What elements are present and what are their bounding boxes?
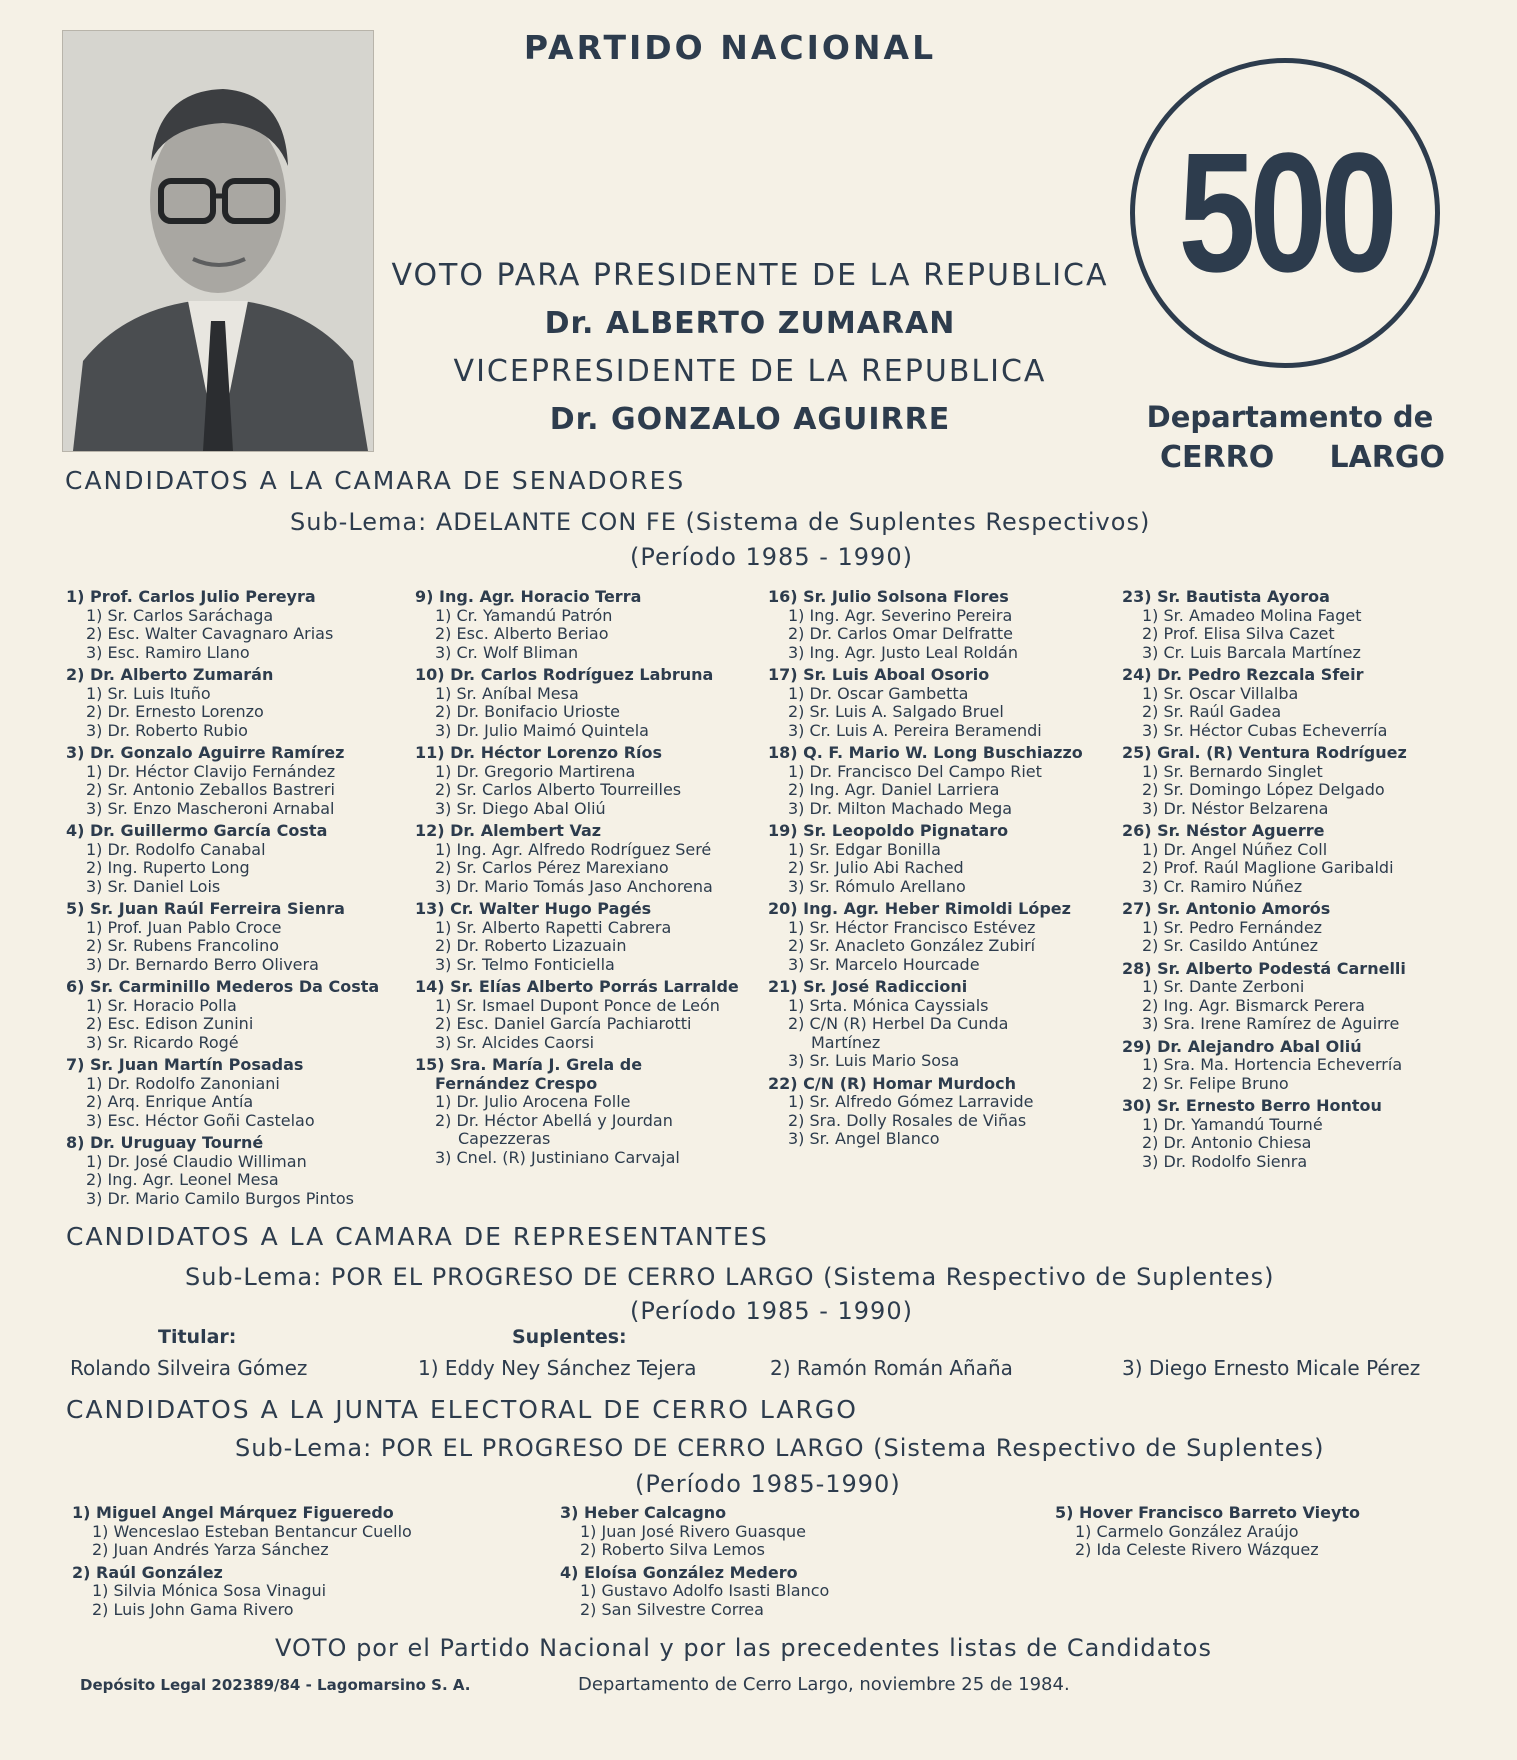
suplente-1: 1) Eddy Ney Sánchez Tejera <box>418 1356 697 1380</box>
candidate-group <box>768 822 1083 896</box>
candidate-group <box>1122 1097 1407 1171</box>
candidate-main: 16) Sr. Julio Solsona Flores <box>768 587 1009 606</box>
substitute-candidate: 1) Sr. Bernardo Singlet <box>1142 761 1323 781</box>
substitute-candidate: 3) Dr. Mario Tomás Jaso Anchorena <box>435 876 713 896</box>
titular-label: Titular: <box>158 1326 237 1348</box>
candidate-main-continued: Fernández Crespo <box>435 1073 598 1093</box>
substitute-candidate: 2) Ing. Agr. Bismarck Perera <box>1142 995 1365 1015</box>
footer-vote-text: VOTO por el Partido Nacional y por las precedentes listas de Candidatos <box>275 1634 1212 1662</box>
substitute-candidate: 3) Sr. Daniel Lois <box>86 876 221 896</box>
senate-section-title: CANDIDATOS A LA CAMARA DE SENADORES <box>65 466 686 495</box>
substitute-candidate: 1) Sr. Ismael Dupont Ponce de León <box>435 995 720 1015</box>
candidate-main: 26) Sr. Néstor Aguerre <box>1122 821 1325 840</box>
substitute-candidate: 2) C/N (R) Herbel Da Cunda <box>788 1014 1009 1033</box>
legal-deposit: Depósito Legal 202389/84 - Lagomarsino S. A. <box>80 1676 471 1694</box>
candidate-main: 25) Gral. (R) Ventura Rodríguez <box>1122 743 1407 762</box>
substitute-candidate: 3) Sr. Héctor Cubas Echeverría <box>1142 720 1388 740</box>
candidate-group <box>768 900 1083 974</box>
substitute-candidate: 1) Sr. Aníbal Mesa <box>435 683 579 703</box>
candidate-group <box>768 588 1083 662</box>
substitute-candidate: 1) Dr. Oscar Gambetta <box>788 683 969 703</box>
substitute-candidate: 3) Sr. Marcelo Hourcade <box>788 954 980 974</box>
senate-column-3 <box>768 588 1083 1153</box>
substitute-candidate: 2) Sr. Domingo López Delgado <box>1142 780 1385 799</box>
candidate-group <box>768 666 1083 740</box>
substitute-candidate: 2) Dr. Bonifacio Urioste <box>435 702 620 721</box>
junta-column-1 <box>72 1504 412 1623</box>
candidate-group <box>66 822 379 896</box>
junta-section-title: CANDIDATOS A LA JUNTA ELECTORAL DE CERRO LARGO <box>66 1395 858 1424</box>
substitute-candidate: 1) Dr. Héctor Clavijo Fernández <box>86 761 336 781</box>
candidate-group <box>768 978 1083 1071</box>
candidate-main: 2) Dr. Alberto Zumarán <box>66 665 274 684</box>
substitute-candidate: 1) Dr. Rodolfo Canabal <box>86 839 266 859</box>
candidate-group <box>415 588 739 662</box>
candidate-main: 24) Dr. Pedro Rezcala Sfeir <box>1122 665 1364 684</box>
party-name: PARTIDO NACIONAL <box>523 28 937 67</box>
junta-sublema: Sub-Lema: POR EL PROGRESO DE CERRO LARGO (Sistema Respectivo de Suplentes) <box>235 1434 1325 1462</box>
candidate-group <box>72 1504 412 1560</box>
senate-period: (Período 1985 - 1990) <box>630 543 913 571</box>
substitute-candidate: 2) Prof. Elisa Silva Cazet <box>1142 624 1335 643</box>
substitute-candidate: 1) Dr. Gregorio Martirena <box>435 761 636 781</box>
substitute-candidate: 2) Sr. Rubens Francolino <box>86 936 280 955</box>
substitute-candidate: 2) Luis John Gama Rivero <box>92 1599 294 1619</box>
candidate-group <box>1122 588 1407 662</box>
candidate-main: 13) Cr. Walter Hugo Pagés <box>415 899 652 918</box>
substitute-candidate: 2) San Silvestre Correa <box>580 1599 764 1619</box>
substitute-candidate: 1) Sr. Oscar Villalba <box>1142 683 1299 703</box>
substitute-candidate: 1) Sr. Pedro Fernández <box>1142 917 1323 937</box>
suplente-3: 3) Diego Ernesto Micale Pérez <box>1122 1356 1421 1380</box>
candidate-main: 12) Dr. Alembert Vaz <box>415 821 602 840</box>
substitute-candidate: 3) Dr. Mario Camilo Burgos Pintos <box>86 1188 355 1208</box>
substitute-candidate: 1) Juan José Rivero Guasque <box>580 1521 806 1541</box>
candidate-group <box>768 744 1083 818</box>
substitute-candidate: 2) Sr. Anacleto González Zubirí <box>788 936 1036 955</box>
candidate-main: 21) Sr. José Radiccioni <box>768 977 968 996</box>
candidate-group <box>66 588 379 662</box>
candidate-main: 23) Sr. Bautista Ayoroa <box>1122 587 1330 606</box>
substitute-candidate: 3) Dr. Bernardo Berro Olivera <box>86 954 319 974</box>
portrait-image <box>63 31 373 451</box>
substitute-candidate: 2) Sr. Luis A. Salgado Bruel <box>788 702 1004 721</box>
substitute-candidate: 3) Dr. Néstor Belzarena <box>1142 798 1329 818</box>
substitute-candidate: 3) Esc. Héctor Goñi Castelao <box>86 1110 315 1130</box>
substitute-candidate: Martínez <box>811 1032 881 1052</box>
department-name-part2: LARGO <box>1329 440 1445 475</box>
candidate-group <box>415 744 739 818</box>
substitute-candidate: 3) Cr. Luis A. Pereira Beramendi <box>788 720 1042 740</box>
candidate-group <box>768 1075 1083 1149</box>
candidate-group <box>66 1056 379 1130</box>
substitute-candidate: 1) Sr. Alberto Rapetti Cabrera <box>435 917 672 937</box>
substitute-candidate: 3) Dr. Milton Machado Mega <box>788 798 1013 818</box>
senate-column-2 <box>415 588 739 1171</box>
substitute-candidate: 1) Dr. Francisco Del Campo Riet <box>788 761 1042 781</box>
substitute-candidate: 3) Dr. Julio Maimó Quintela <box>435 720 649 740</box>
substitute-candidate: 1) Ing. Agr. Severino Pereira <box>788 605 1013 625</box>
substitute-candidate: 3) Cr. Ramiro Núñez <box>1142 876 1303 896</box>
substitute-candidate: 3) Sr. Rómulo Arellano <box>788 876 966 896</box>
substitute-candidate: 2) Sra. Dolly Rosales de Viñas <box>788 1110 1027 1130</box>
substitute-candidate: 3) Sr. Diego Abal Oliú <box>435 798 606 818</box>
candidate-main: 4) Dr. Guillermo García Costa <box>66 821 328 840</box>
candidate-group <box>1122 666 1407 740</box>
candidate-group <box>1122 900 1407 956</box>
junta-column-2 <box>560 1504 829 1623</box>
substitute-candidate: 1) Gustavo Adolfo Isasti Blanco <box>580 1581 830 1600</box>
candidate-group <box>66 744 379 818</box>
department-name-part1: CERRO <box>1160 440 1275 475</box>
substitute-candidate: 3) Dr. Roberto Rubio <box>86 720 248 740</box>
substitute-candidate: 2) Sr. Julio Abi Rached <box>788 858 964 877</box>
substitute-candidate: 1) Sr. Héctor Francisco Estévez <box>788 917 1036 937</box>
candidate-group <box>415 1056 739 1167</box>
candidate-main: 6) Sr. Carminillo Mederos Da Costa <box>66 977 380 996</box>
substitute-candidate: 1) Dr. Julio Arocena Folle <box>435 1092 631 1111</box>
substitute-candidate: 1) Cr. Yamandú Patrón <box>435 605 613 625</box>
vice-president-vote-label: VICEPRESIDENTE DE LA REPUBLICA <box>453 354 1047 389</box>
candidate-group <box>66 666 379 740</box>
substitute-candidate: 2) Ing. Agr. Daniel Larriera <box>788 780 1000 799</box>
substitute-candidate: 1) Srta. Mónica Cayssials <box>788 995 989 1015</box>
candidate-main: 3) Dr. Gonzalo Aguirre Ramírez <box>66 743 345 762</box>
candidate-main: 29) Dr. Alejandro Abal Oliú <box>1122 1036 1362 1056</box>
substitute-candidate: 2) Ing. Agr. Leonel Mesa <box>86 1170 279 1189</box>
substitute-candidate: 2) Dr. Héctor Abellá y Jourdan <box>435 1110 673 1130</box>
candidate-main: 4) Eloísa González Medero <box>560 1562 798 1582</box>
junta-column-3 <box>1055 1504 1360 1564</box>
substitute-candidate: Capezzeras <box>458 1129 551 1148</box>
substitute-candidate: 3) Cr. Wolf Bliman <box>435 642 579 662</box>
substitute-candidate: 3) Sr. Alcides Caorsi <box>435 1032 595 1052</box>
footer-date: Departamento de Cerro Largo, noviembre 25 de 1984. <box>578 1674 1070 1695</box>
substitute-candidate: 2) Sr. Felipe Bruno <box>1142 1073 1289 1093</box>
president-name: Dr. ALBERTO ZUMARAN <box>544 306 956 341</box>
candidate-main: 3) Heber Calcagno <box>560 1503 727 1522</box>
substitute-candidate: 3) Esc. Ramiro Llano <box>86 642 250 662</box>
substitute-candidate: 2) Dr. Roberto Lizazuain <box>435 936 627 955</box>
president-vote-label: VOTO PARA PRESIDENTE DE LA REPUBLICA <box>391 258 1109 293</box>
candidate-main: 22) C/N (R) Homar Murdoch <box>768 1073 1017 1093</box>
candidate-main: 5) Sr. Juan Raúl Ferreira Sienra <box>66 899 345 918</box>
candidate-main: 19) Sr. Leopoldo Pignataro <box>768 821 1009 840</box>
candidate-main: 15) Sra. María J. Grela de <box>415 1055 643 1074</box>
substitute-candidate: 1) Sr. Alfredo Gómez Larravide <box>788 1092 1034 1111</box>
substitute-candidate: 1) Silvia Mónica Sosa Vinagui <box>92 1581 327 1600</box>
substitute-candidate: 2) Prof. Raúl Maglione Garibaldi <box>1142 858 1394 877</box>
substitute-candidate: 2) Sr. Carlos Pérez Marexiano <box>435 858 669 877</box>
substitute-candidate: 2) Esc. Alberto Beriao <box>435 624 609 643</box>
titular-name: Rolando Silveira Gómez <box>70 1356 308 1380</box>
substitute-candidate: 1) Dr. Yamandú Tourné <box>1142 1114 1323 1134</box>
substitute-candidate: 3) Dr. Rodolfo Sienra <box>1142 1151 1308 1171</box>
substitute-candidate: 2) Dr. Ernesto Lorenzo <box>86 702 264 721</box>
substitute-candidate: 2) Roberto Silva Lemos <box>580 1540 766 1559</box>
substitute-candidate: 1) Dr. José Claudio Williman <box>86 1151 307 1171</box>
substitute-candidate: 1) Prof. Juan Pablo Croce <box>86 917 282 937</box>
substitute-candidate: 2) Sr. Raúl Gadea <box>1142 702 1282 721</box>
substitute-candidate: 3) Sr. Angel Blanco <box>788 1129 940 1148</box>
candidate-group <box>415 900 739 974</box>
substitute-candidate: 1) Sra. Ma. Hortencia Echeverría <box>1142 1055 1403 1074</box>
substitute-candidate: 1) Sr. Amadeo Molina Faget <box>1142 605 1362 625</box>
list-number: 500 <box>1178 118 1392 308</box>
substitute-candidate: 2) Dr. Carlos Omar Delfratte <box>788 624 1013 643</box>
candidate-group <box>560 1504 829 1560</box>
substitute-candidate: 3) Sr. Telmo Fonticiella <box>435 954 615 974</box>
substitute-candidate: 3) Sr. Ricardo Rogé <box>86 1032 239 1052</box>
substitute-candidate: 1) Wenceslao Esteban Bentancur Cuello <box>92 1521 412 1541</box>
candidate-group <box>66 1134 379 1208</box>
candidate-main: 2) Raúl González <box>72 1562 223 1582</box>
representatives-section-title: CANDIDATOS A LA CAMARA DE REPRESENTANTES <box>66 1222 769 1251</box>
candidate-group <box>1122 1038 1407 1094</box>
candidate-main: 10) Dr. Carlos Rodríguez Labruna <box>415 665 714 684</box>
senate-column-4 <box>1122 588 1407 1175</box>
candidate-group <box>1122 960 1407 1034</box>
substitute-candidate: 1) Sr. Luis Ituño <box>86 683 211 703</box>
department-label: Departamento de <box>1146 400 1434 434</box>
candidate-group <box>415 666 739 740</box>
representatives-period: (Período 1985 - 1990) <box>630 1297 913 1325</box>
substitute-candidate: 3) Cr. Luis Barcala Martínez <box>1142 642 1361 662</box>
substitute-candidate: 2) Sr. Antonio Zeballos Bastreri <box>86 780 335 799</box>
substitute-candidate: 1) Sr. Edgar Bonilla <box>788 839 941 859</box>
substitute-candidate: 3) Sr. Enzo Mascheroni Arnabal <box>86 798 335 818</box>
substitute-candidate: 2) Esc. Walter Cavagnaro Arias <box>86 624 334 643</box>
candidate-main: 9) Ing. Agr. Horacio Terra <box>415 587 642 606</box>
candidate-main: 1) Miguel Angel Márquez Figueredo <box>72 1503 394 1522</box>
substitute-candidate: 2) Ing. Ruperto Long <box>86 858 250 877</box>
substitute-candidate: 3) Sra. Irene Ramírez de Aguirre <box>1142 1014 1400 1033</box>
substitute-candidate: 1) Dr. Angel Núñez Coll <box>1142 839 1328 859</box>
suplente-2: 2) Ramón Román Añaña <box>770 1356 1013 1380</box>
substitute-candidate: 2) Esc. Daniel García Pachiarotti <box>435 1014 692 1033</box>
substitute-candidate: 3) Sr. Luis Mario Sosa <box>788 1051 960 1070</box>
substitute-candidate: 1) Sr. Carlos Saráchaga <box>86 605 274 625</box>
substitute-candidate: 3) Ing. Agr. Justo Leal Roldán <box>788 642 1018 662</box>
candidate-group <box>1122 822 1407 896</box>
candidate-main: 7) Sr. Juan Martín Posadas <box>66 1055 304 1074</box>
candidate-group <box>66 978 379 1052</box>
candidate-main: 14) Sr. Elías Alberto Porrás Larralde <box>415 977 739 996</box>
candidate-main: 8) Dr. Uruguay Tourné <box>66 1133 264 1152</box>
candidate-main: 27) Sr. Antonio Amorós <box>1122 899 1331 918</box>
candidate-group <box>415 822 739 896</box>
substitute-candidate: 2) Arq. Enrique Antía <box>86 1092 254 1111</box>
candidate-group <box>72 1564 412 1620</box>
candidate-group <box>415 978 739 1052</box>
substitute-candidate: 2) Sr. Casildo Antúnez <box>1142 936 1319 955</box>
substitute-candidate: 1) Sr. Horacio Polla <box>86 995 237 1015</box>
candidate-main: 20) Ing. Agr. Heber Rimoldi López <box>768 899 1071 918</box>
substitute-candidate: 2) Dr. Antonio Chiesa <box>1142 1133 1312 1152</box>
vice-president-name: Dr. GONZALO AGUIRRE <box>549 402 951 437</box>
substitute-candidate: 1) Carmelo González Araújo <box>1075 1521 1299 1541</box>
junta-period: (Período 1985-1990) <box>635 1470 901 1498</box>
candidate-group <box>560 1564 829 1620</box>
substitute-candidate: 2) Ida Celeste Rivero Wázquez <box>1075 1540 1319 1559</box>
substitute-candidate: 1) Dr. Rodolfo Zanoniani <box>86 1073 280 1093</box>
substitute-candidate: 2) Sr. Carlos Alberto Tourreilles <box>435 780 682 799</box>
suplentes-label: Suplentes: <box>512 1326 627 1348</box>
candidate-main: 18) Q. F. Mario W. Long Buschiazzo <box>768 743 1083 762</box>
candidate-main: 11) Dr. Héctor Lorenzo Ríos <box>415 743 663 762</box>
senate-column-1 <box>66 588 379 1212</box>
candidate-main: 1) Prof. Carlos Julio Pereyra <box>66 587 316 606</box>
list-number-circle <box>1130 58 1440 368</box>
department-name <box>1160 440 1445 475</box>
candidate-main: 30) Sr. Ernesto Berro Hontou <box>1122 1096 1382 1115</box>
candidate-main: 28) Sr. Alberto Podestá Carnelli <box>1122 958 1406 978</box>
candidate-group <box>1055 1504 1360 1560</box>
substitute-candidate: 2) Juan Andrés Yarza Sánchez <box>92 1540 329 1559</box>
substitute-candidate: 1) Sr. Dante Zerboni <box>1142 977 1305 996</box>
representatives-sublema: Sub-Lema: POR EL PROGRESO DE CERRO LARGO (Sistema Respectivo de Suplentes) <box>185 1263 1275 1291</box>
candidate-group <box>1122 744 1407 818</box>
candidate-main: 17) Sr. Luis Aboal Osorio <box>768 665 990 684</box>
senate-sublema: Sub-Lema: ADELANTE CON FE (Sistema de Suplentes Respectivos) <box>290 508 1151 536</box>
candidate-group <box>66 900 379 974</box>
substitute-candidate: 2) Esc. Edison Zunini <box>86 1014 254 1033</box>
substitute-candidate: 1) Ing. Agr. Alfredo Rodríguez Seré <box>435 839 712 859</box>
candidate-main: 5) Hover Francisco Barreto Vieyto <box>1055 1503 1361 1522</box>
candidate-photo <box>62 30 374 452</box>
substitute-candidate: 3) Cnel. (R) Justiniano Carvajal <box>435 1147 680 1167</box>
